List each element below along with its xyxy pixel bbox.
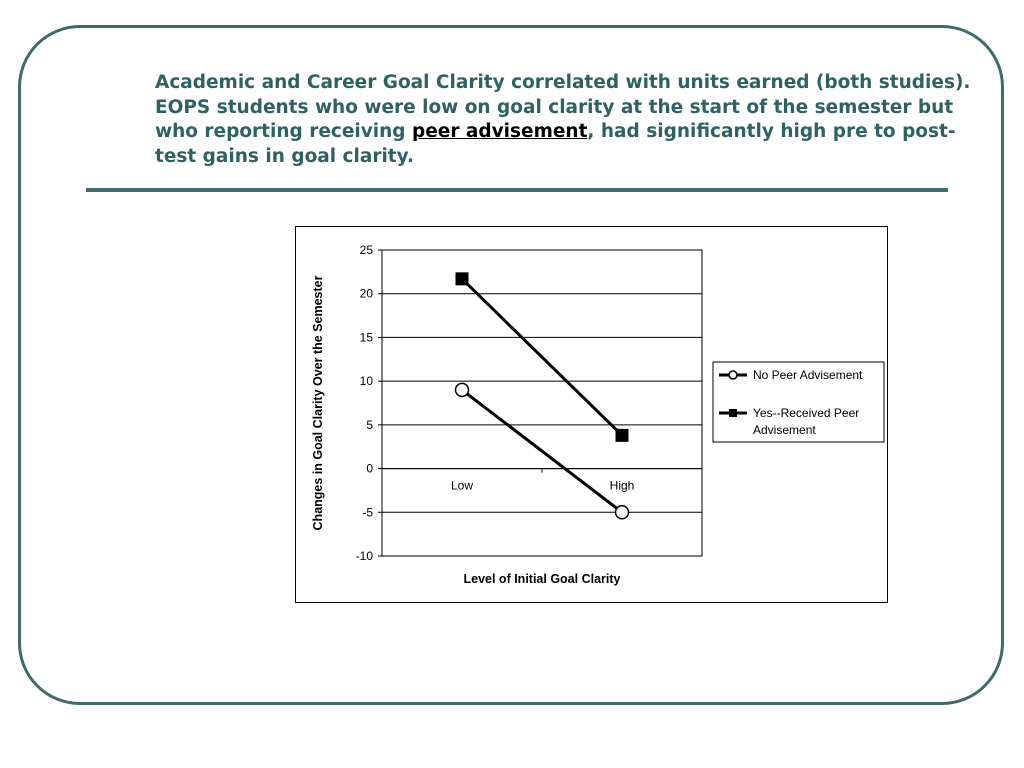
headline-text-start: Academic and Career Goal Clarity correlated with units earned (both studies). EOPS students who were low on goal clarity at the start of the semester but who reporting receiving — [155, 72, 971, 142]
y-tick-label: 5 — [366, 417, 373, 432]
data-point-1-0 — [456, 273, 468, 285]
y-tick-label: 15 — [359, 330, 373, 345]
y-tick-label: 10 — [359, 374, 373, 389]
legend-marker — [729, 409, 737, 417]
legend-label: Advisement — [753, 423, 816, 437]
legend-label: No Peer Advisement — [753, 368, 863, 382]
data-point-1-1 — [616, 429, 628, 441]
x-tick-label: Low — [450, 478, 474, 493]
headline-emphasis: peer advisement — [411, 121, 588, 142]
slide-headline — [155, 71, 975, 169]
headline-text-end: , had significantly high pre to post-test gains in goal clarity. — [155, 121, 956, 167]
y-axis-title: Changes in Goal Clarity Over the Semester — [311, 275, 325, 531]
legend-marker — [729, 371, 737, 379]
title-divider — [86, 188, 948, 192]
y-tick-label: -5 — [362, 505, 373, 520]
data-point-0-0 — [456, 383, 469, 396]
data-point-0-1 — [616, 506, 629, 519]
plot-area — [382, 250, 702, 556]
x-tick-label: High — [609, 478, 635, 493]
y-tick-label: 25 — [359, 243, 373, 257]
chart-container — [295, 226, 888, 603]
line-chart — [296, 227, 887, 602]
y-tick-label: 20 — [359, 286, 373, 301]
y-tick-label: -10 — [355, 549, 373, 563]
y-tick-label: 0 — [366, 461, 373, 476]
x-axis-title: Level of Initial Goal Clarity — [463, 572, 621, 586]
legend-label: Yes--Received Peer — [753, 406, 860, 420]
